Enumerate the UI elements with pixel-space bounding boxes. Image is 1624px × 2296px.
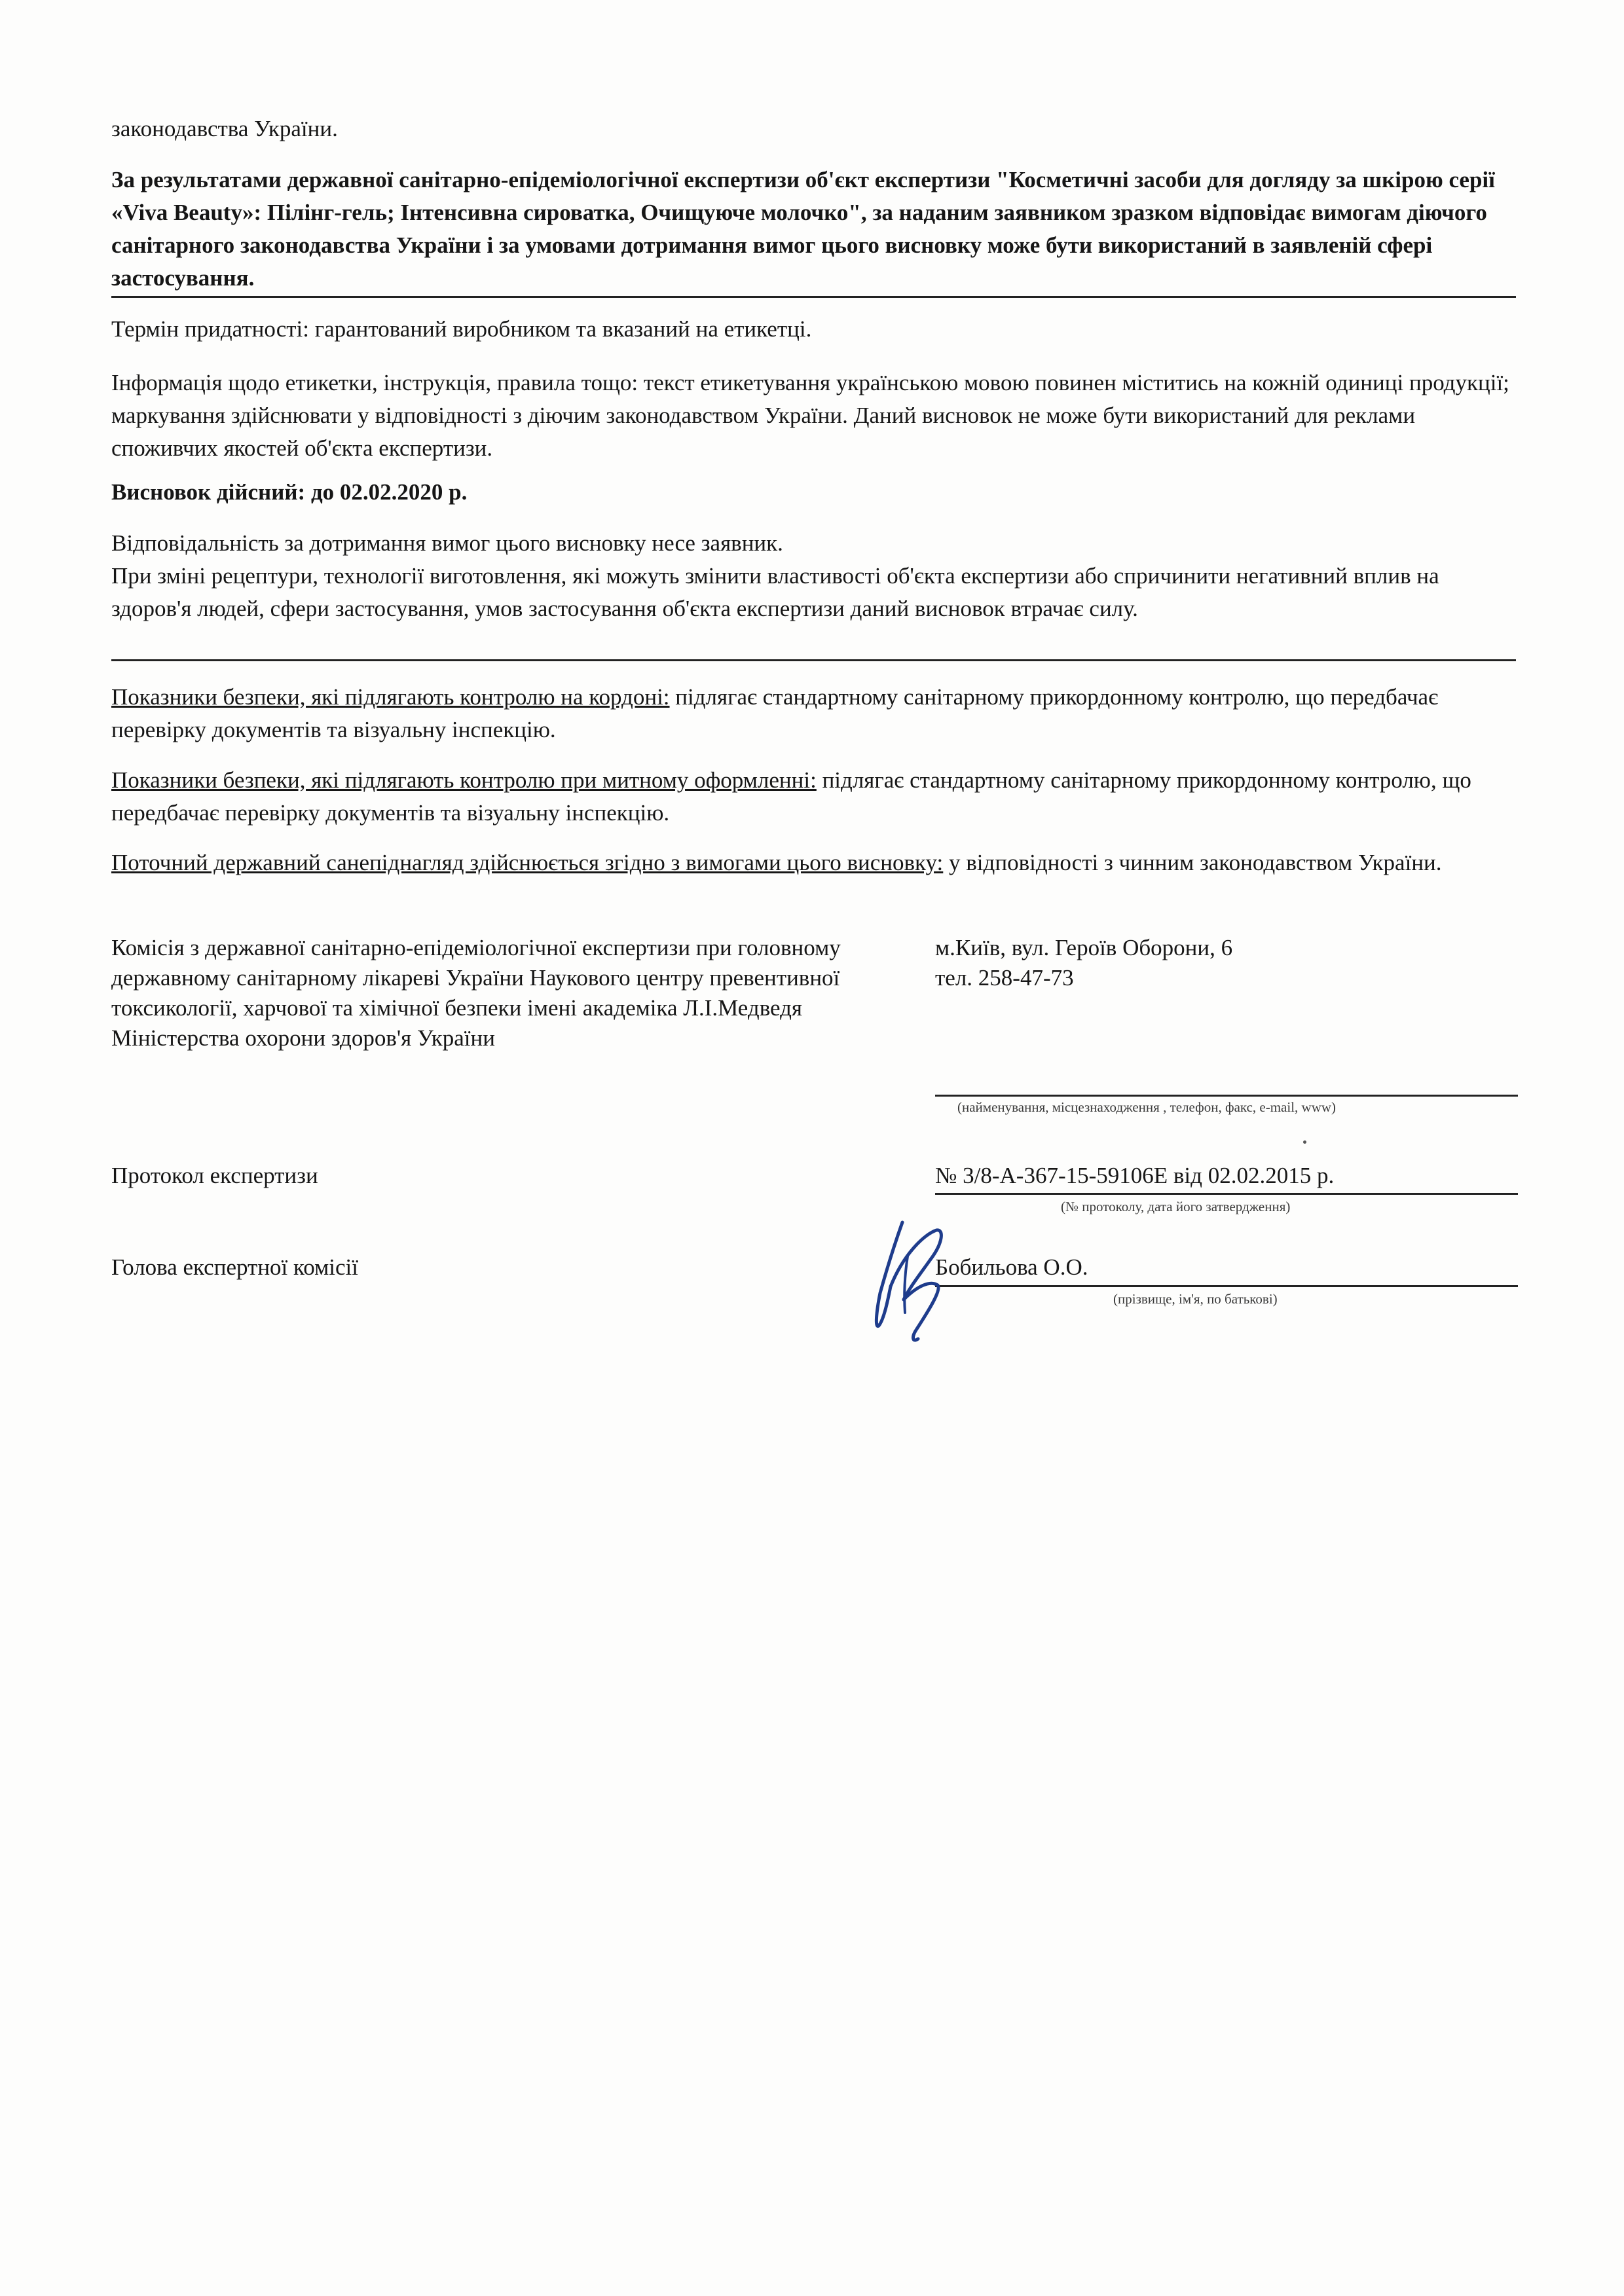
border-control-label: Показники безпеки, які підлягають контролю на кордоні: — [111, 684, 670, 710]
commission-phone: тел. 258-47-73 — [935, 965, 1074, 991]
commission-contacts — [935, 933, 1518, 993]
contacts-underline — [935, 1095, 1518, 1097]
validity: Висновок дійсний: до 02.02.2020 р. — [111, 479, 468, 505]
shelf-life: Термін придатності: гарантований виробником та вказаний на етикетці. — [111, 316, 812, 342]
border-control — [111, 681, 1516, 746]
protocol-underline — [935, 1193, 1518, 1195]
responsibility-line: Відповідальність за дотримання вимог цього висновку несе заявник. — [111, 530, 783, 556]
customs-control-text: підлягає стандартному санітарному прикордонному контролю, що передбачає перевірку документів та візуальну інспекцію. — [111, 767, 1471, 826]
supervision-label: Поточний державний санепіднагляд здійснюється згідно з вимогами цього висновку: — [111, 850, 944, 875]
supervision-text: у відповідності з чинним законодавством України. — [943, 850, 1442, 875]
ink-dot — [1303, 1140, 1306, 1144]
label-info: Інформація щодо етикетки, інструкція, правила тощо: текст етикетування українською мовою повинен міститись на кожній одиниці продукції; маркування здійснювати у відповідності з діючим законодавством України. Даний висновок не може бути використаний для реклами споживчих якостей об'єкта експертизи. — [111, 370, 1509, 461]
protocol-caption: (№ протоколу, дата його затвердження) — [1061, 1199, 1291, 1214]
supervision — [111, 847, 1516, 879]
protocol-value: № 3/8-А-367-15-59106Е від 02.02.2015 р. — [935, 1163, 1335, 1188]
head-name: Бобильова О.О. — [935, 1254, 1088, 1280]
head-caption: (прізвище, ім'я, по батькові) — [1113, 1291, 1278, 1307]
continued-text: законодавства України. — [111, 116, 338, 141]
responsibility-block — [111, 527, 1516, 625]
conclusion-statement: За результатами державної санітарно-епідеміологічної експертизи об'єкт експертизи "Косметичні засоби для догляду за шкірою серії «Viva Beauty»: Пілінг-гель; Інтенсивна сироватка, Очищуюче молочко", за наданим заявником зразком відповідає вимогам діючого санітарного законодавства України і за умовами дотримання вимог цього висновку може бути використаний в заявленій сфері застосування. — [111, 167, 1495, 291]
contacts-caption: (найменування, місцезнаходження , телефон, факс, e-mail, www) — [957, 1099, 1337, 1115]
head-underline — [935, 1285, 1518, 1287]
customs-control — [111, 764, 1516, 829]
divider-line — [111, 659, 1516, 661]
formula-change-clause: При зміні рецептури, технології виготовлення, які можуть змінити властивості об'єкта експертизи або спричинити негативний вплив на здоров'я людей, сфери застосування, умов застосування об'єкта експертизи даний висновок втрачає силу. — [111, 563, 1439, 621]
signature-icon — [864, 1214, 956, 1345]
commission-address: м.Київ, вул. Героїв Оборони, 6 — [935, 935, 1233, 960]
customs-control-label: Показники безпеки, які підлягають контролю при митному оформленні: — [111, 767, 817, 793]
border-control-text: підлягає стандартному санітарному прикордонному контролю, що передбачає перевірку документів та візуальну інспекцію. — [111, 684, 1439, 742]
protocol-label: Протокол експертизи — [111, 1163, 318, 1188]
head-label: Голова експертної комісії — [111, 1254, 358, 1280]
commission-name: Комісія з державної санітарно-епідеміологічної експертизи при головному державному санітарному лікареві України Наукового центру превентивної токсикології, харчової та хімічної безпеки імені академіка Л.І.Медведя Міністерства охорони здоров'я України — [111, 935, 841, 1051]
divider-line — [111, 296, 1516, 298]
